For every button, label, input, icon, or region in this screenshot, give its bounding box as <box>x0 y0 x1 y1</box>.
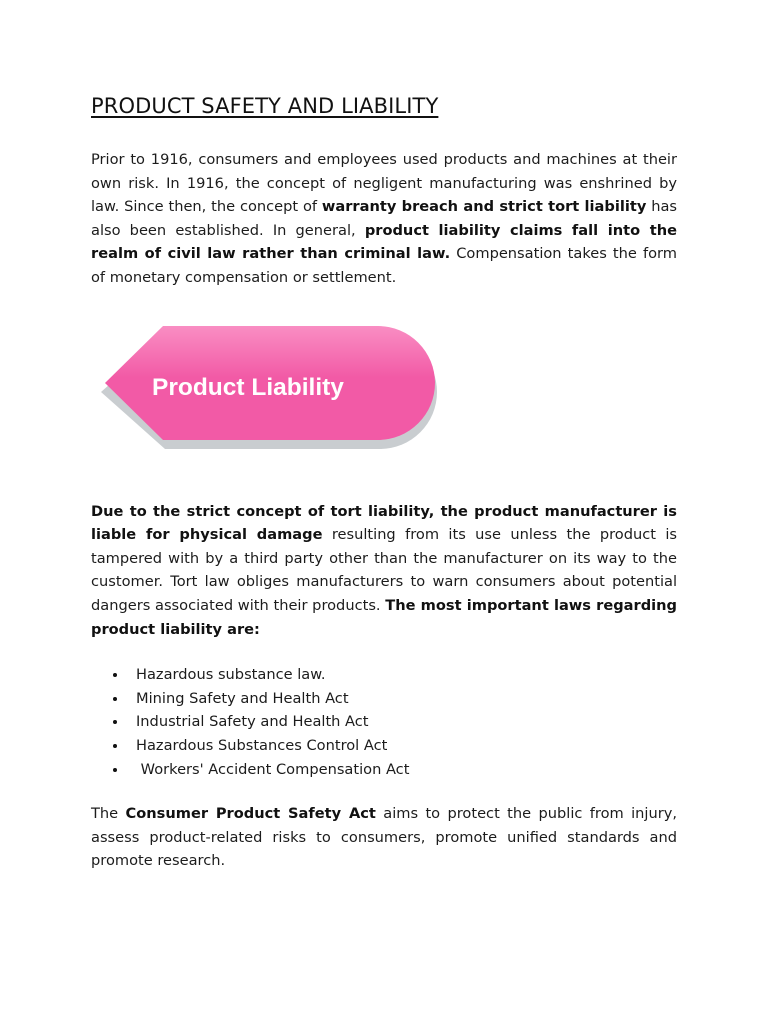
tort-text-1: resulting from its use unless the product is tampered with by a third party other than the manufacturer on its way to the customer. Tort law obliges manufacturers to warn consumers about potential dangers associated with their products. <box>91 526 677 614</box>
laws-list <box>91 663 677 781</box>
intro-text-3: Compensation takes the form of monetary compensation or settlement. <box>91 245 677 286</box>
intro-bold-2: product liability claims fall into the realm of civil law rather than criminal law. <box>91 221 677 263</box>
bullet-icon <box>113 673 117 677</box>
banner-graphic <box>97 322 437 462</box>
cpsa-text-2: aims to protect the public from injury, assess product-related risks to consumers, promote unified standards and promote research. <box>91 805 677 870</box>
cpsa-bold-1: Consumer Product Safety Act <box>125 805 376 823</box>
intro-bold-1: warranty breach and strict tort liability <box>321 198 647 216</box>
bullet-icon <box>113 720 117 724</box>
list-item: Hazardous substance law. <box>91 663 677 687</box>
product-liability-banner <box>97 322 437 462</box>
bullet-icon <box>113 768 117 772</box>
tort-paragraph <box>91 500 677 642</box>
intro-paragraph <box>91 148 677 290</box>
tort-bold-2: The most important laws regarding product liability are: <box>91 596 677 638</box>
cpsa-text-1: The <box>91 805 126 823</box>
tort-bold-1: Due to the strict concept of tort liability, the product manufacturer is liable for physical damage <box>91 502 677 544</box>
bullet-icon <box>113 744 117 748</box>
list-item: Workers' Accident Compensation Act <box>91 758 677 782</box>
bullet-icon <box>113 697 117 701</box>
cpsa-paragraph <box>91 802 677 873</box>
list-item: Mining Safety and Health Act <box>91 687 677 711</box>
intro-text-1: Prior to 1916, consumers and employees used products and machines at their own risk. In 1916, the concept of negligent manufacturing was enshrined by law. Since then, the concept of <box>91 151 677 216</box>
page-title: PRODUCT SAFETY AND LIABILITY <box>91 94 439 118</box>
intro-text-2: has also been established. In general, <box>91 198 677 239</box>
list-item: Hazardous Substances Control Act <box>91 734 677 758</box>
list-item: Industrial Safety and Health Act <box>91 710 677 734</box>
banner-label: Product Liability <box>152 373 344 401</box>
